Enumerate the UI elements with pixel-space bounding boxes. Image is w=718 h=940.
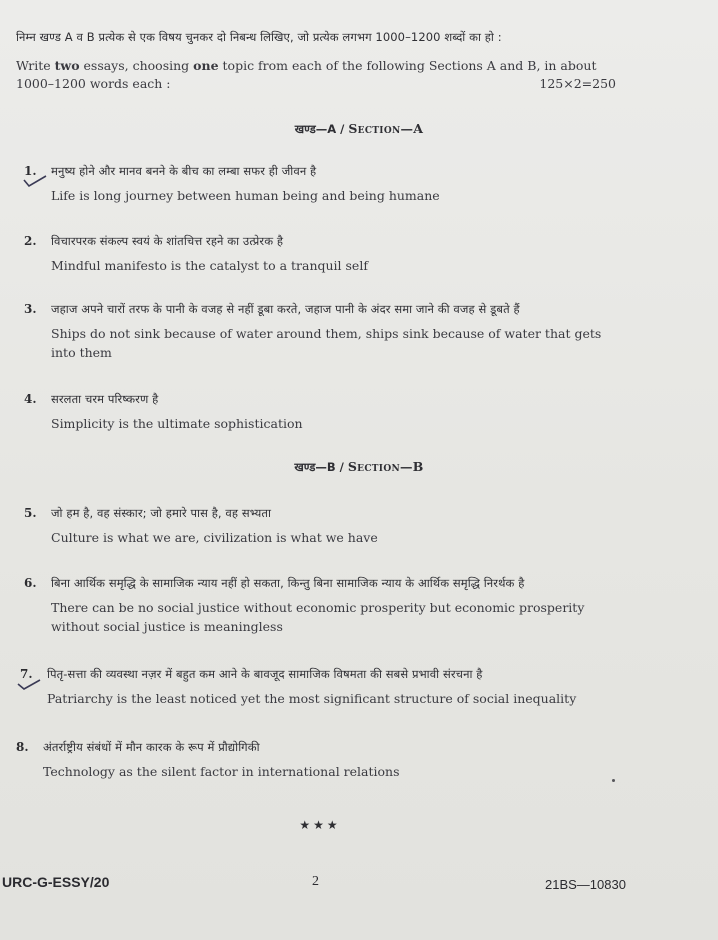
stray-dot — [612, 779, 615, 782]
question-hindi: मनुष्य होने और मानव बनने के बीच का लम्बा सफर ही जीवन है — [51, 164, 317, 178]
section-a-heading — [0, 121, 718, 137]
footer-page-number: 2 — [312, 874, 319, 889]
question-hindi: बिना आर्थिक समृद्धि के सामाजिक न्याय नहीं हो सकता, किन्तु बिना सामाजिक न्याय के आर्थिक समृद्धि निरर्थक है — [51, 576, 525, 590]
instr-text-1: Write — [16, 58, 55, 73]
question-number: 7. — [20, 667, 33, 681]
question-number: 3. — [24, 302, 37, 316]
question-number: 4. — [24, 392, 37, 406]
end-marker: ★★★ — [299, 818, 341, 832]
question-english: Technology as the silent factor in international relations — [43, 764, 400, 779]
handwritten-tick-mark — [22, 174, 48, 188]
instructions — [16, 30, 616, 93]
question-english: Mindful manifesto is the catalyst to a tranquil self — [51, 258, 368, 273]
section-b-heading-english: Section—B — [347, 459, 424, 474]
question-hindi: जो हम है, वह संस्कार; जो हमारे पास है, वह सभ्यता — [51, 506, 272, 520]
question-english: Patriarchy is the least noticed yet the most significant structure of social inequality — [47, 691, 577, 706]
question-number: 5. — [24, 506, 37, 520]
instructions-english — [16, 57, 616, 93]
instr-bold-two: two — [54, 58, 80, 73]
marks: 125×2=250 — [539, 76, 616, 91]
question-hindi: विचारपरक संकल्प स्वयं के शांतचित्त रहने का उत्प्रेरक है — [51, 234, 284, 248]
question-english: There can be no social justice without economic prosperity but economic prosperity without social justice is meaningless — [51, 600, 585, 634]
section-a-heading-hindi: खण्ड—A — [294, 122, 337, 136]
question-english: Simplicity is the ultimate sophistication — [51, 416, 303, 431]
question-number: 6. — [24, 576, 37, 590]
instr-text-2: essays, choosing — [79, 58, 194, 73]
question-hindi: अंतर्राष्ट्रीय संबंधों में मौन कारक के रूप में प्रौद्योगिकी — [43, 740, 260, 754]
section-b-separator: / — [335, 460, 348, 474]
question-hindi: सरलता चरम परिष्करण है — [51, 392, 159, 406]
question-hindi: पितृ-सत्ता की व्यवस्था नज़र में बहुत कम आने के बावजूद सामाजिक विषमता की सबसे प्रभावी संरचना है — [47, 667, 483, 681]
question-english: Culture is what we are, civilization is what we have — [51, 530, 378, 545]
section-b-heading — [0, 459, 718, 475]
section-b-heading-hindi: खण्ड—B — [294, 460, 336, 474]
instructions-hindi: निम्न खण्ड A व B प्रत्येक से एक विषय चुनकर दो निबन्ध लिखिए, जो प्रत्येक लगभग 1000–1200 शब्दों का हो : — [16, 30, 502, 44]
footer-paper-code: URC-G-ESSY/20 — [2, 874, 110, 890]
question-english: Life is long journey between human being and being humane — [51, 188, 440, 203]
section-a-heading-english: Section—A — [348, 121, 424, 136]
question-hindi: जहाज अपने चारों तरफ के पानी के वजह से नहीं डूबा करते, जहाज पानी के अंदर समा जाने की वजह से डूबते हैं — [51, 302, 520, 316]
section-a-separator: / — [336, 122, 349, 136]
instr-text-3: topic from each of the following Sections A and B, in about 1000–1200 words each : — [16, 58, 597, 91]
footer-reference-number: 21BS—10830 — [545, 877, 626, 892]
question-number: 1. — [24, 164, 37, 178]
question-number: 2. — [24, 234, 37, 248]
question-english: Ships do not sink because of water around them, ships sink because of water that gets into them — [51, 326, 602, 360]
question-number: 8. — [16, 740, 29, 754]
instr-bold-one: one — [193, 58, 219, 73]
handwritten-tick-mark — [16, 677, 42, 691]
